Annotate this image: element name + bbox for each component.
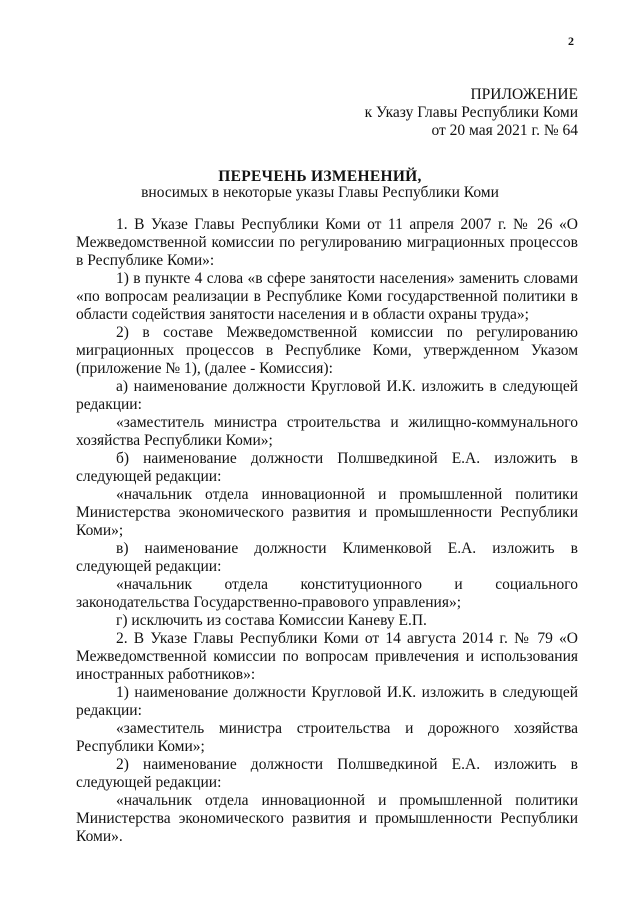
document-subtitle: вносимых в некоторые указы Главы Республики Коми bbox=[141, 184, 499, 201]
paragraph: в) наименование должности Клименковой Е.А. изложить в следующей редакции: bbox=[76, 540, 578, 575]
paragraph: «заместитель министра строительства и дорожного хозяйства Республики Коми»; bbox=[76, 720, 578, 755]
appendix-date: от 20 мая 2021 г. № 64 bbox=[431, 122, 578, 139]
paragraph: 1) наименование должности Кругловой И.К. изложить в следующей редакции: bbox=[76, 684, 578, 719]
paragraph: «заместитель министра строительства и жилищно-коммунального хозяйства Республики Коми»; bbox=[76, 414, 578, 449]
page-number: 2 bbox=[568, 34, 574, 48]
appendix-title: ПРИЛОЖЕНИЕ bbox=[470, 86, 578, 103]
appendix-block bbox=[365, 86, 578, 140]
paragraph: «начальник отдела инновационной и промышленной политики Министерства экономического развития и промышленности Республики Коми». bbox=[76, 792, 578, 845]
paragraph: «начальник отдела инновационной и промышленной политики Министерства экономического развития и промышленности Республики Коми»; bbox=[76, 486, 578, 539]
paragraph: 1) в пункте 4 слова «в сфере занятости населения» заменить словами «по вопросам реализации в Республике Коми государственной политики в области содействия занятости населения и в области охраны труда»; bbox=[76, 270, 578, 323]
paragraph: «начальник отдела конституционного и социального законодательства Государственно-правового управления»; bbox=[76, 576, 578, 611]
paragraph: а) наименование должности Кругловой И.К. изложить в следующей редакции: bbox=[76, 378, 578, 413]
paragraph: 2) в составе Межведомственной комиссии по регулированию миграционных процессов в Республике Коми, утвержденном Указом (приложение № 1), (далее - Комиссия): bbox=[76, 324, 578, 377]
document-body bbox=[76, 216, 578, 846]
paragraph: г) исключить из состава Комиссии Каневу Е.П. bbox=[116, 612, 427, 629]
document-title: ПЕРЕЧЕНЬ ИЗМЕНЕНИЙ, bbox=[218, 168, 422, 185]
paragraph: 2. В Указе Главы Республики Коми от 14 августа 2014 г. № 79 «О Межведомственной комиссии по вопросам привлечения и использования иностранных работников»: bbox=[76, 630, 578, 683]
paragraph: 2) наименование должности Полшведкиной Е.А. изложить в следующей редакции: bbox=[76, 756, 578, 791]
appendix-reference: к Указу Главы Республики Коми bbox=[364, 104, 578, 121]
paragraph: 1. В Указе Главы Республики Коми от 11 апреля 2007 г. № 26 «О Межведомственной комиссии по регулированию миграционных процессов в Республике Коми»: bbox=[76, 216, 578, 269]
paragraph: б) наименование должности Полшведкиной Е.А. изложить в следующей редакции: bbox=[76, 450, 578, 485]
